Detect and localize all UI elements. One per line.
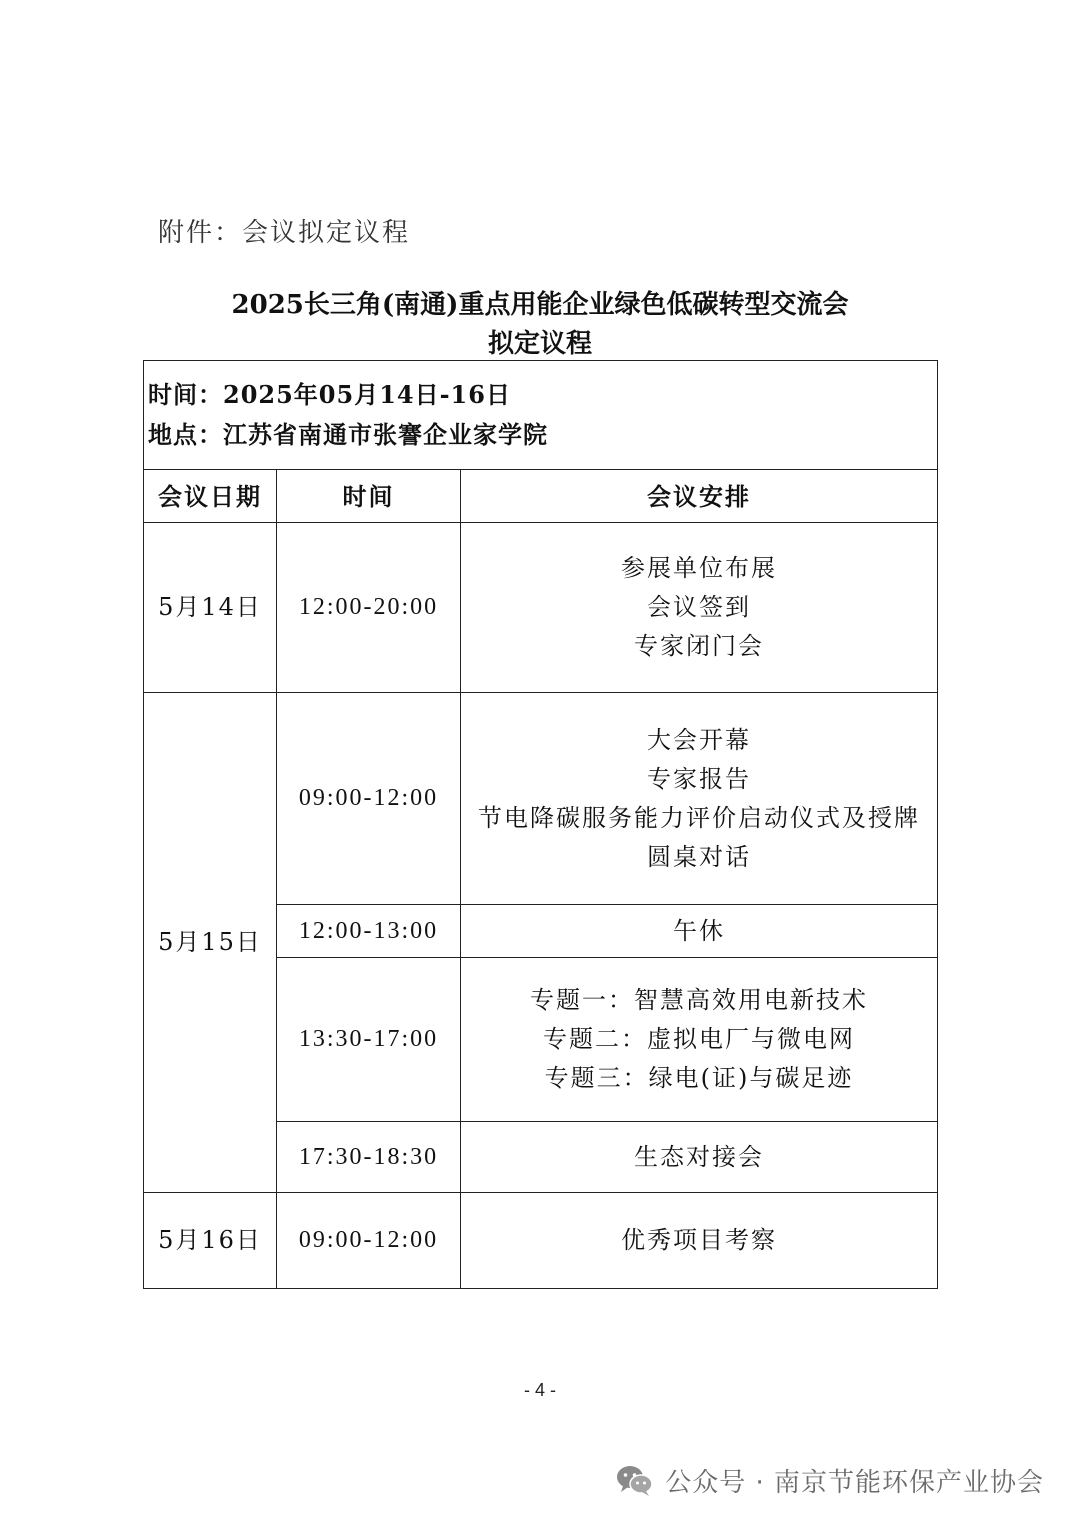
arrangement-item: 圆桌对话 [647, 842, 751, 871]
document-subtitle: 拟定议程 [487, 329, 592, 359]
attachment-label: 附件：会议拟定议程 [158, 218, 411, 248]
arrangement-item: 专题一：智慧高效用电新技术 [530, 986, 868, 1014]
arrangement-item: 专题二：虚拟电厂与微电网 [543, 1025, 855, 1053]
agenda-table [143, 360, 938, 1289]
arrangement-cell [461, 1193, 938, 1289]
time-cell: 09:00-12:00 [277, 693, 461, 905]
header-row [144, 470, 938, 523]
footer-watermark [615, 1462, 1044, 1499]
time-cell: 12:00-20:00 [277, 523, 461, 693]
page-number: - 4 - [523, 1380, 556, 1400]
time-cell: 12:00-13:00 [277, 905, 461, 958]
arrangement-item: 节电降碳服务能力评价启动仪式及授牌 [478, 803, 920, 832]
arrangement-cell [461, 905, 938, 958]
date-cell: 5月14日 [144, 523, 277, 693]
table-row [144, 523, 938, 693]
info-cell [144, 361, 938, 470]
arrangement-item: 优秀项目考察 [621, 1226, 777, 1254]
arrangement-item: 生态对接会 [634, 1142, 764, 1171]
arrangement-cell [461, 958, 938, 1122]
event-location: 地点：江苏省南通市张謇企业家学院 [148, 420, 548, 449]
arrangement-cell [461, 693, 938, 905]
arrangement-item: 专家闭门会 [634, 632, 764, 660]
document-title: 2025长三角(南通)重点用能企业绿色低碳转型交流会 [231, 290, 849, 320]
header-time: 时间 [277, 470, 461, 523]
arrangement-item: 会议签到 [647, 593, 751, 621]
info-row [144, 361, 938, 470]
date-cell: 5月16日 [144, 1193, 277, 1289]
arrangement-item: 专题三：绿电(证)与碳足迹 [544, 1064, 854, 1092]
time-cell: 17:30-18:30 [277, 1122, 461, 1193]
arrangement-item: 大会开幕 [647, 725, 751, 754]
header-arrangement: 会议安排 [461, 470, 938, 523]
event-time: 时间：2025年05月14日-16日 [148, 380, 511, 409]
time-cell: 13:30-17:00 [277, 958, 461, 1122]
table-row [144, 1193, 938, 1289]
wechat-icon [615, 1464, 655, 1498]
arrangement-cell [461, 523, 938, 693]
arrangement-item: 参展单位布展 [621, 554, 777, 582]
arrangement-item: 午休 [673, 916, 725, 945]
arrangement-item: 专家报告 [647, 764, 751, 793]
time-cell: 09:00-12:00 [277, 1193, 461, 1289]
arrangement-cell [461, 1122, 938, 1193]
table-row [144, 693, 938, 905]
footer-text: 公众号 · 南京节能环保产业协会 [665, 1468, 1044, 1498]
header-date: 会议日期 [144, 470, 277, 523]
date-cell: 5月15日 [144, 693, 277, 1193]
